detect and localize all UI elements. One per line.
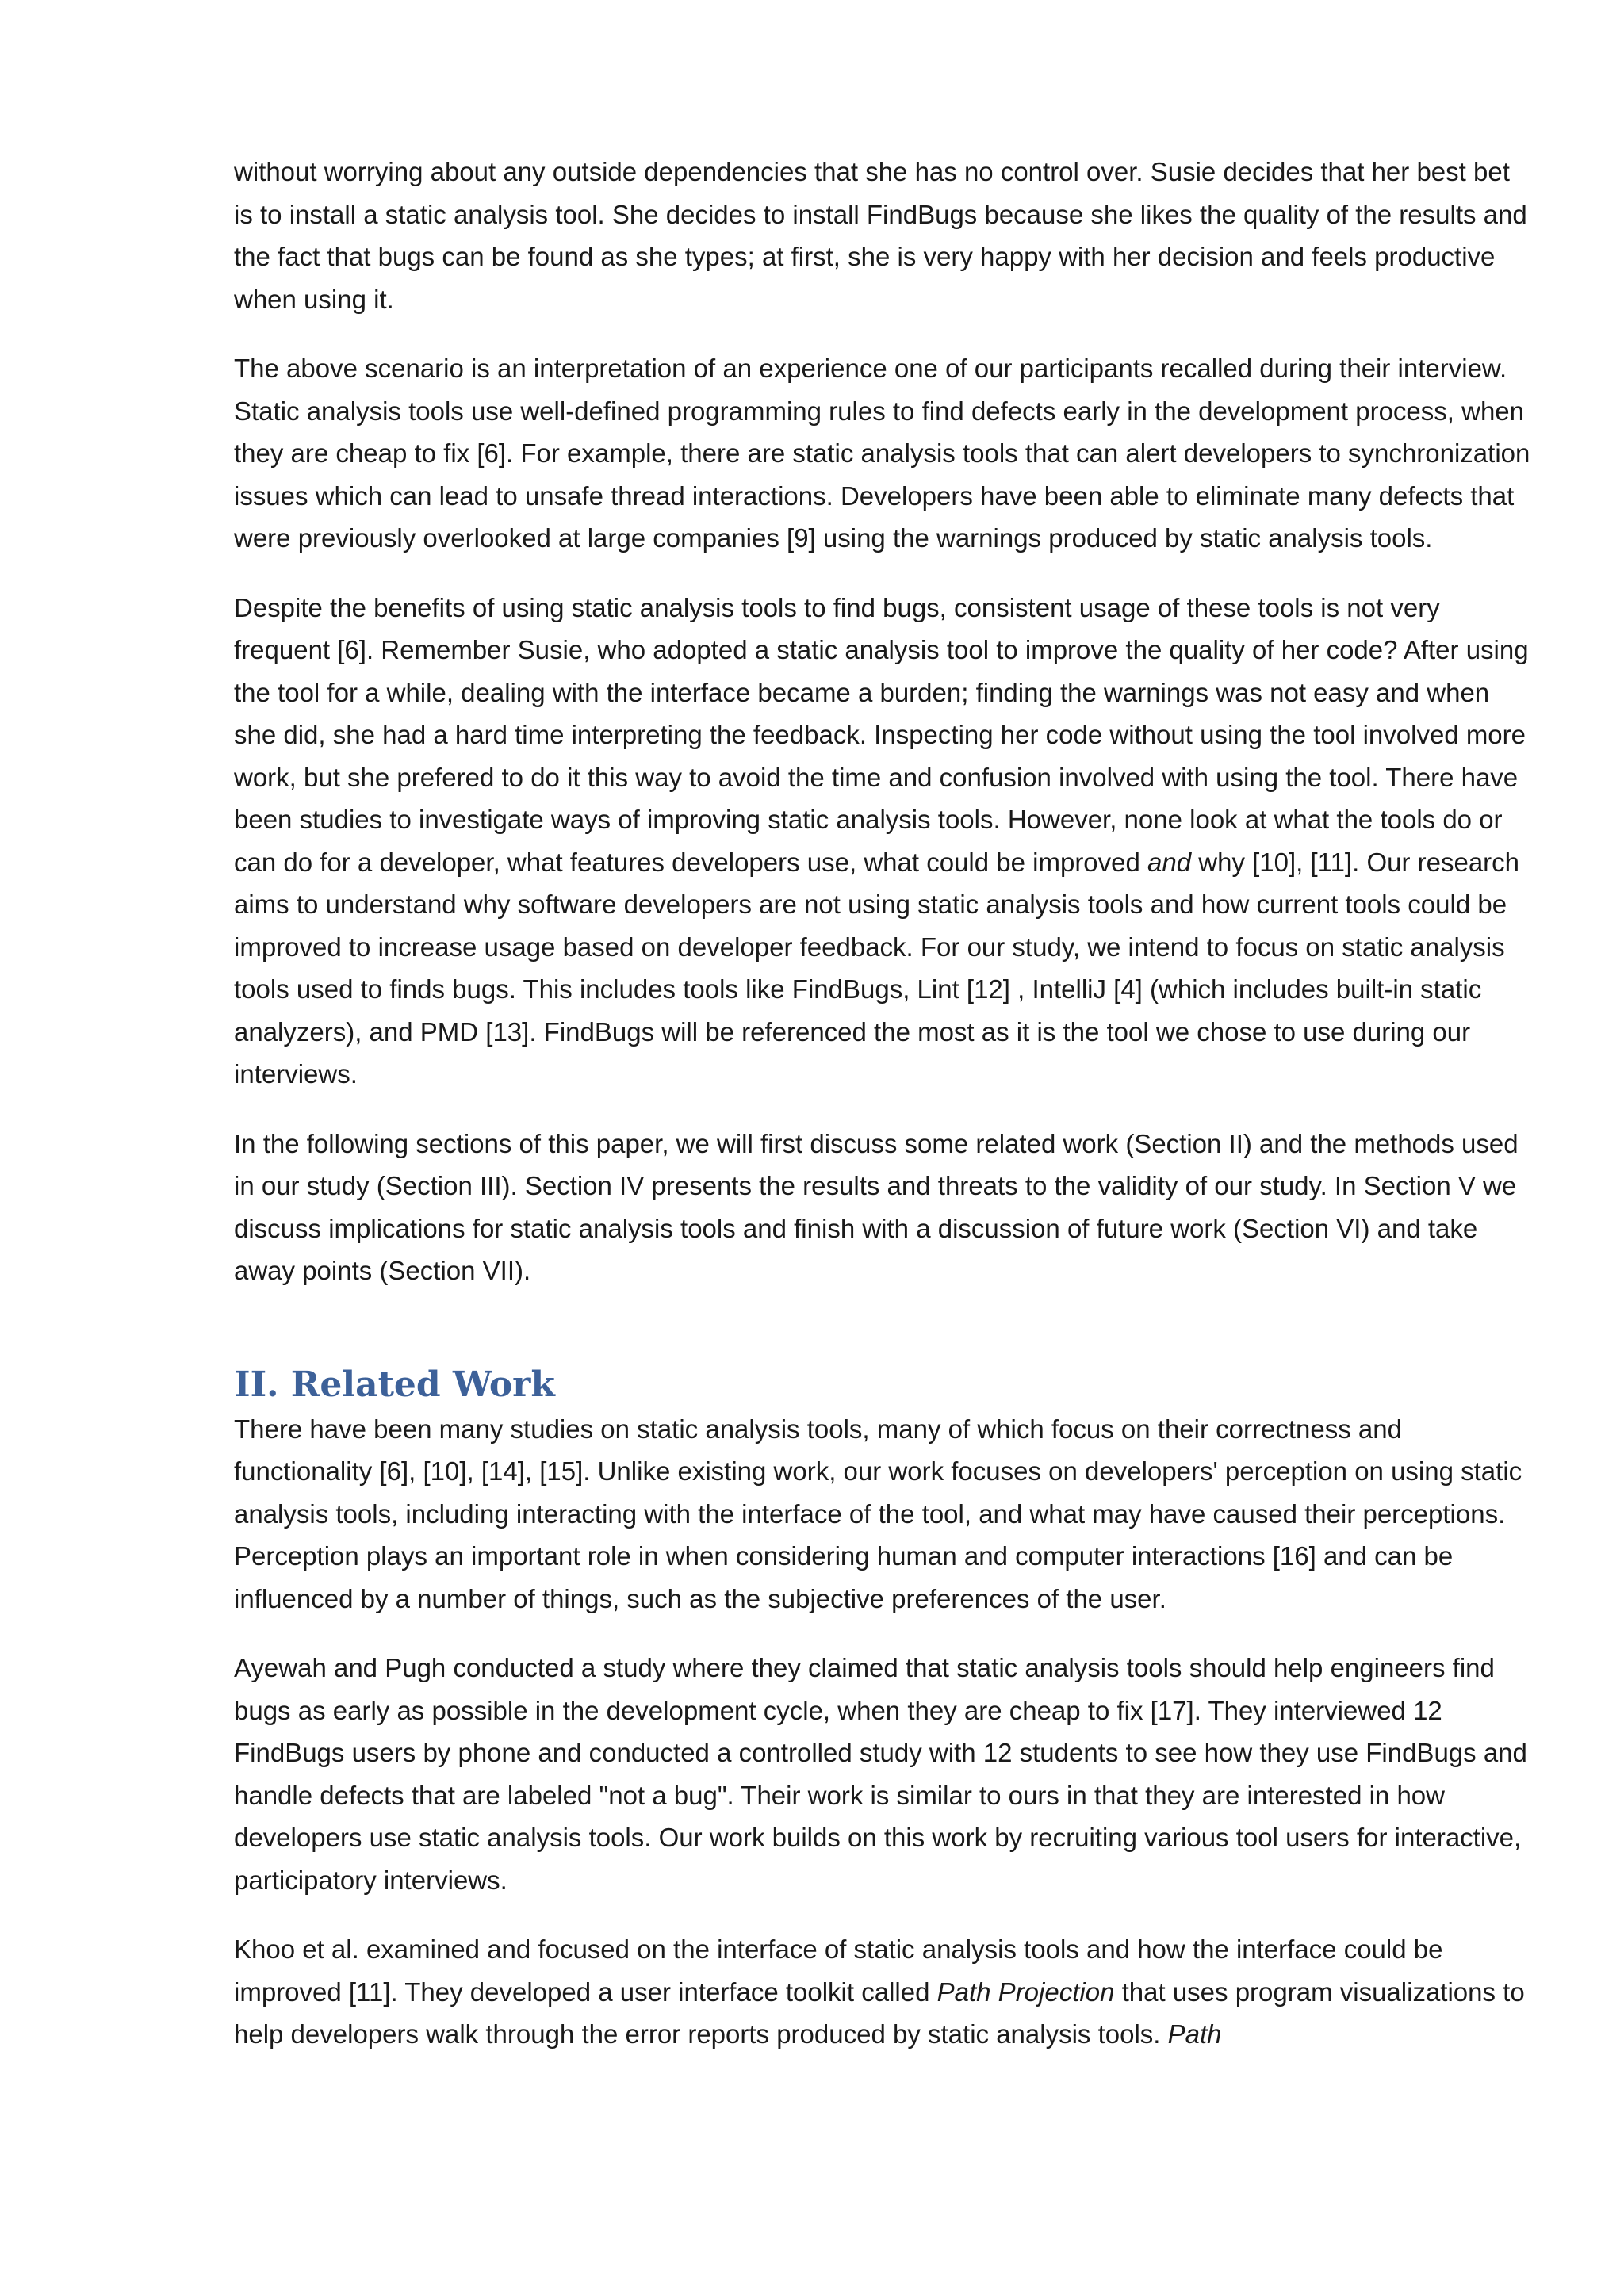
section-heading-related-work: II. Related Work bbox=[234, 1364, 555, 1405]
related-paragraph-2: Ayewah and Pugh conducted a study where they claimed that static analysis tools should help engineers find bugs as early as possible in the development cycle, when they are cheap to fix [17]. They interviewed 12 FindBugs users by phone and conducted a controlled study with 12 students to see how they use FindBugs and handle defects that are labeled "not a bug". Their work is similar to ours in that they are interested in how developers use static analysis tools. Our work builds on this work by recruiting various tool users for interactive, participatory interviews. bbox=[234, 1653, 1527, 1895]
related-paragraph-3-emphasis-2: Path bbox=[1167, 2019, 1222, 2049]
related-paragraph-3 bbox=[234, 1928, 1534, 2056]
related-paragraph-3-emphasis-1: Path Projection bbox=[936, 1976, 1115, 2007]
related-paragraph-3-part-2: that uses program visualizations to help developers walk through the error reports produced by static analysis tools. bbox=[234, 1976, 1525, 2049]
related-paragraph-3-part-1: Khoo et al. examined and focused on the interface of static analysis tools and how the interface could be improved [11]. They developed a user interface toolkit called bbox=[234, 1934, 1443, 2007]
intro-paragraph-3 bbox=[234, 587, 1534, 1096]
paper-page bbox=[234, 151, 1534, 2083]
intro-paragraph-2: The above scenario is an interpretation of an experience one of our participants recalled during their interview. Static analysis tools use well-defined programming rules to find defects early in the development process, when they are cheap to fix [6]. For example, there are static analysis tools that can alert developers to synchronization issues which can lead to unsafe thread interactions. Developers have been able to eliminate many defects that were previously overlooked at large companies [9] using the warnings produced by static analysis tools. bbox=[234, 354, 1530, 553]
intro-paragraph-3-part-2: why [10], [11]. Our research aims to understand why software developers are not using static analysis tools and how current tools could be improved to increase usage based on developer feedback. For our study, we intend to focus on static analysis tools used to finds bugs. This includes tools like FindBugs, Lint [12] , IntelliJ [4] (which includes built-in static analyzers), and PMD [13]. FindBugs will be referenced the most as it is the tool we chose to use during our interviews. bbox=[234, 847, 1520, 1089]
intro-paragraph-3-emphasis: and bbox=[1147, 847, 1192, 877]
intro-paragraph-1: without worrying about any outside dependencies that she has no control over. Susie decides that her best bet is to install a static analysis tool. She decides to install FindBugs because she likes the quality of the results and the fact that bugs can be found as she types; at first, she is very happy with her decision and feels productive when using it. bbox=[234, 157, 1527, 314]
related-paragraph-1: There have been many studies on static analysis tools, many of which focus on their correctness and functionality [6], [10], [14], [15]. Unlike existing work, our work focuses on developers' perception on using static analysis tools, including interacting with the interface of the tool, and what may have caused their perceptions. Perception plays an important role in when considering human and computer interactions [16] and can be influenced by a number of things, such as the subjective preferences of the user. bbox=[234, 1414, 1522, 1613]
intro-paragraph-3-part-1: Despite the benefits of using static analysis tools to find bugs, consistent usage of these tools is not very frequent [6]. Remember Susie, who adopted a static analysis tool to improve the quality of her code? After using the tool for a while, dealing with the interface became a burden; finding the warnings was not easy and when she did, she had a hard time interpreting the feedback. Inspecting her code without using the tool involved more work, but she prefered to do it this way to avoid the time and confusion involved with using the tool. There have been studies to investigate ways of improving static analysis tools. However, none look at what the tools do or can do for a developer, what features developers use, what could be improved bbox=[234, 592, 1529, 877]
intro-paragraph-4: In the following sections of this paper, we will first discuss some related work (Section II) and the methods used in our study (Section III). Section IV presents the results and threats to the validity of our study. In Section V we discuss implications for static analysis tools and finish with a discussion of future work (Section VI) and take away points (Section VII). bbox=[234, 1128, 1519, 1285]
